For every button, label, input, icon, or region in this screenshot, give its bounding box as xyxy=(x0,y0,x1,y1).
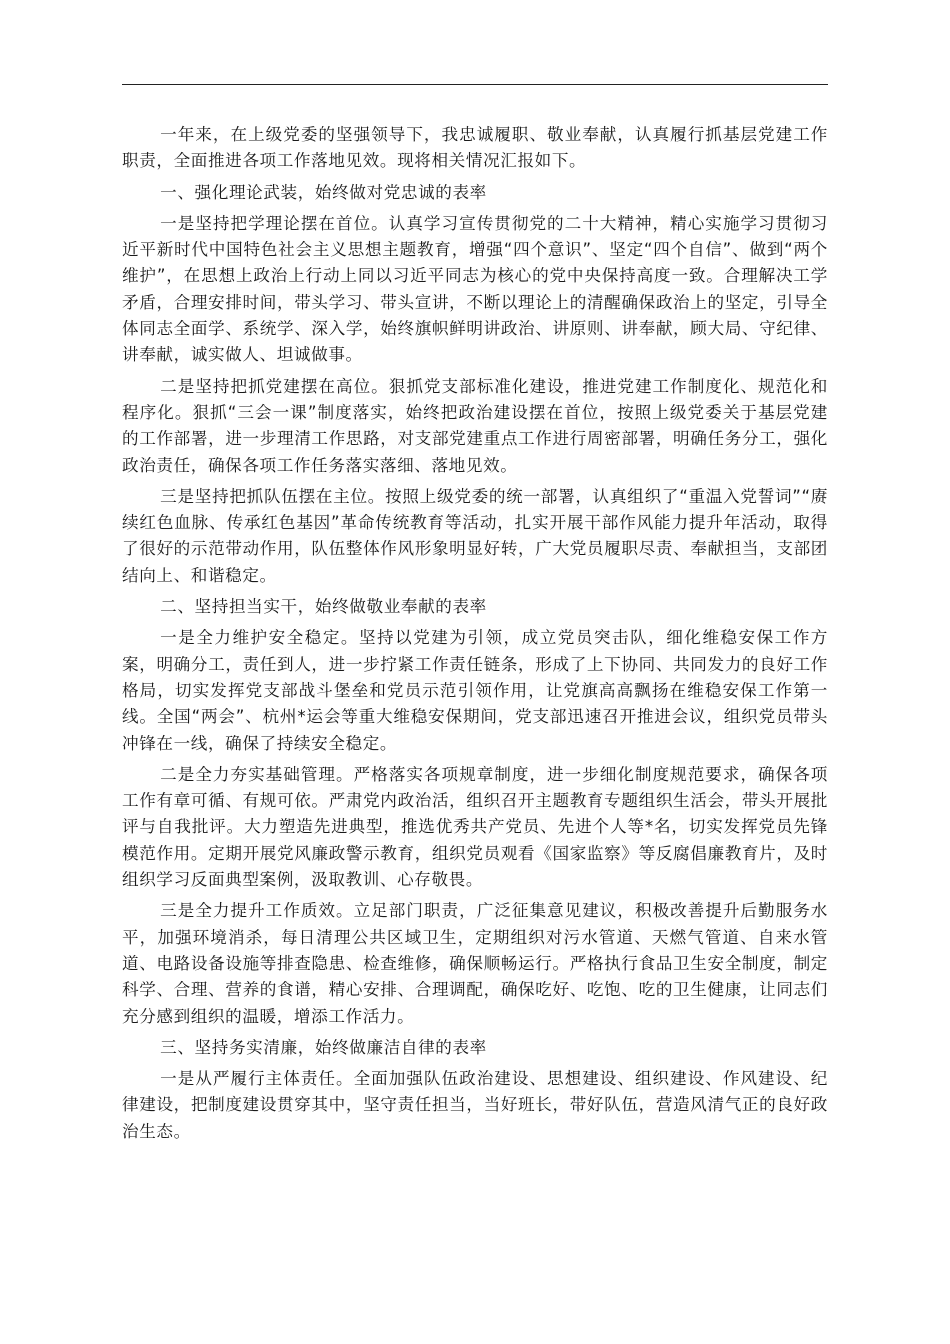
section-heading-3: 三、坚持务实清廉，始终做廉洁自律的表率 xyxy=(160,1037,487,1057)
paragraph-1-3: 三是坚持把抓队伍摆在主位。按照上级党委的统一部署，认真组织了“重温入党誓词”“赓续红色血脉、传承红色基因”革命传统教育等活动，扎实开展干部作风能力提升年活动，取得了很好的示范带动作用，队伍整体作风形象明显好转，广大党员履职尽责、奉献担当，支部团结向上、和谐稳定。 xyxy=(122,486,828,585)
section-heading-1: 一、强化理论武装，始终做对党忠诚的表率 xyxy=(160,182,487,202)
paragraph-3-1: 一是从严履行主体责任。全面加强队伍政治建设、思想建设、组织建设、作风建设、纪律建设，把制度建设贯穿其中，坚守责任担当，当好班长，带好队伍，营造风清气正的良好政治生态。 xyxy=(122,1069,828,1141)
document-body xyxy=(122,122,828,1150)
paragraph-2-1: 一是全力维护安全稳定。坚持以党建为引领，成立党员突击队，细化维稳安保工作方案，明确分工，责任到人，进一步拧紧工作责任链条，形成了上下协同、共同发力的良好工作格局，切实发挥党支部战斗堡垒和党员示范引领作用，让党旗高高飘扬在维稳安保工作第一线。全国“两会”、杭州*运会等重大维稳安保期间，党支部迅速召开推进会议，组织党员带头冲锋在一线，确保了持续安全稳定。 xyxy=(122,628,828,753)
header-rule xyxy=(122,84,828,85)
paragraph-1-2: 二是坚持把抓党建摆在高位。狠抓党支部标准化建设，推进党建工作制度化、规范化和程序化。狠抓“三会一课”制度落实，始终把政治建设摆在首位，按照上级党委关于基层党建的工作部署，进一步理清工作思路，对支部党建重点工作进行周密部署，明确任务分工，强化政治责任，确保各项工作任务落实落细、落地见效。 xyxy=(122,376,828,475)
paragraph-1-1: 一是坚持把学理论摆在首位。认真学习宣传贯彻党的二十大精神，精心实施学习贯彻习近平新时代中国特色社会主义思想主题教育，增强“四个意识”、坚定“四个自信”、做到“两个维护”，在思想上政治上行动上同以习近平同志为核心的党中央保持高度一致。合理解决工学矛盾，合理安排时间，带头学习、带头宣讲，不断以理论上的清醒确保政治上的坚定，引导全体同志全面学、系统学、深入学，始终旗帜鲜明讲政治、讲原则、讲奉献，顾大局、守纪律、讲奉献，诚实做人、坦诚做事。 xyxy=(122,213,828,365)
section-heading-2: 二、坚持担当实干，始终做敬业奉献的表率 xyxy=(160,597,487,617)
intro-paragraph: 一年来，在上级党委的坚强领导下，我忠诚履职、敬业奉献，认真履行抓基层党建工作职责，全面推进各项工作落地见效。现将相关情况汇报如下。 xyxy=(122,125,828,171)
paragraph-2-2: 二是全力夯实基础管理。严格落实各项规章制度，进一步细化制度规范要求，确保各项工作有章可循、有规可依。严肃党内政治活，组织召开主题教育专题组织生活会，带头开展批评与自我批评。大力塑造先进典型，推选优秀共产党员、先进个人等*名，切实发挥党员先锋模范作用。定期开展党风廉政警示教育，组织党员观看《国家监察》等反腐倡廉教育片，及时组织学习反面典型案例，汲取教训、心存敬畏。 xyxy=(122,764,828,890)
paragraph-2-3: 三是全力提升工作质效。立足部门职责，广泛征集意见建议，积极改善提升后勤服务水平，加强环境消杀，每日清理公共区域卫生，定期组织对污水管道、天燃气管道、自来水管道、电路设备设施等排查隐患、检查维修，确保顺畅运行。严格执行食品卫生安全制度，制定科学、合理、营养的食谱，精心安排、合理调配，确保吃好、吃饱、吃的卫生健康，让同志们充分感到组织的温暖，增添工作活力。 xyxy=(122,901,828,1026)
